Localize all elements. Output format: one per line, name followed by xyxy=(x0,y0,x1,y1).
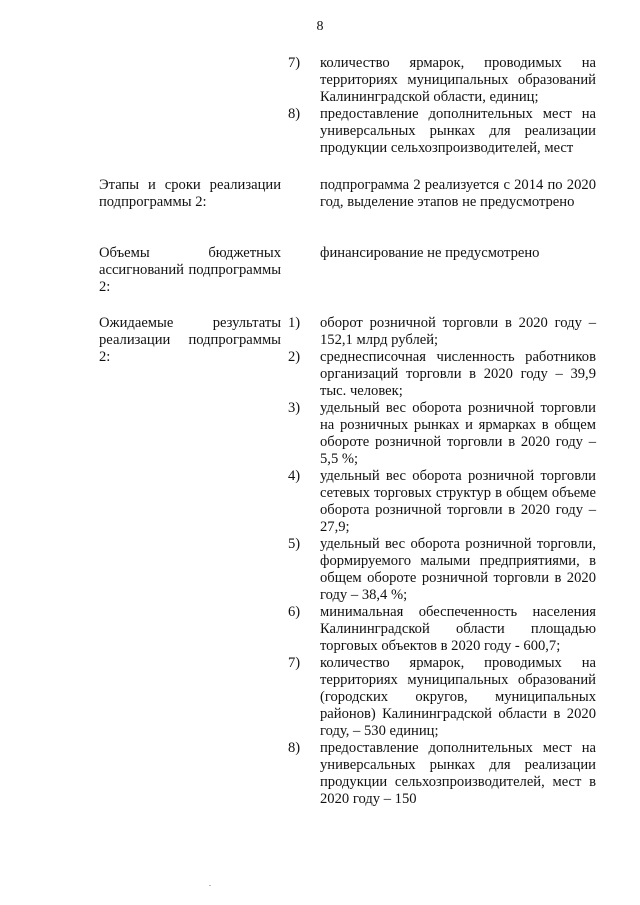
list-item xyxy=(288,315,596,349)
budget-text: финансирование не предусмотрено xyxy=(320,245,540,261)
item-text: удельный вес оборота розничной торговли, формируемого малыми предприятиями, в общем обороте розничной торговли в 2020 году – 38,4 %; xyxy=(320,536,596,603)
item-text: количество ярмарок, проводимых на территориях муниципальных образований Калининградской области, единиц; xyxy=(320,55,596,105)
item-number: 8) xyxy=(288,740,301,756)
page-number: 8 xyxy=(316,19,324,34)
item-text: удельный вес оборота розничной торговли на розничных рынках и ярмарках в общем обороте розничной торговли в 2020 году – 5,5 %; xyxy=(320,400,596,467)
item-number: 7) xyxy=(288,655,301,671)
list-item xyxy=(288,400,596,468)
continued-indicators-list xyxy=(288,55,596,157)
item-text: минимальная обеспеченность населения Калининградской области площадью торговых объектов в 2020 году - 600,7; xyxy=(320,604,596,654)
item-number: 4) xyxy=(288,468,301,484)
item-text: удельный вес оборота розничной торговли сетевых торговых структур в общем объеме оборота розничной торговли в 2020 году – 27,9; xyxy=(320,468,596,535)
item-number: 1) xyxy=(288,315,301,331)
item-text: предоставление дополнительных мест на универсальных рынках для реализации продукции сельхозпроизводителей, мест в 2020 году – 150 xyxy=(320,740,596,807)
list-item xyxy=(288,604,596,655)
results-label: Ожидаемые результаты реализации подпрограммы 2: xyxy=(99,315,281,365)
list-item xyxy=(288,106,596,157)
item-text: количество ярмарок, проводимых на территориях муниципальных образований (городских округов, муниципальных районов) Калининградской области в 2020 году, – 530 единиц; xyxy=(320,655,596,739)
list-item xyxy=(288,55,596,106)
item-text: предоставление дополнительных мест на универсальных рынках для реализации продукции сельхозпроизводителей, мест xyxy=(320,106,596,156)
item-number: 3) xyxy=(288,400,301,416)
list-item xyxy=(288,468,596,536)
item-number: 7) xyxy=(288,55,301,71)
list-item xyxy=(288,740,596,808)
budget-label: Объемы бюджетных ассигнований подпрограммы 2: xyxy=(99,245,281,295)
stages-text: подпрограмма 2 реализуется с 2014 по 2020 год, выделение этапов не предусмотрено xyxy=(320,177,596,210)
list-item xyxy=(288,655,596,740)
scan-speck xyxy=(209,885,211,886)
list-item xyxy=(288,536,596,604)
item-text: среднесписочная численность работников организаций торговли в 2020 году – 39,9 тыс. человек; xyxy=(320,349,596,399)
item-number: 5) xyxy=(288,536,301,552)
list-item xyxy=(288,349,596,400)
results-list xyxy=(288,315,596,808)
stages-label: Этапы и сроки реализации подпрограммы 2: xyxy=(99,177,281,210)
item-number: 2) xyxy=(288,349,301,365)
item-number: 6) xyxy=(288,604,301,620)
item-number: 8) xyxy=(288,106,301,122)
item-text: оборот розничной торговли в 2020 году – 152,1 млрд рублей; xyxy=(320,315,596,348)
